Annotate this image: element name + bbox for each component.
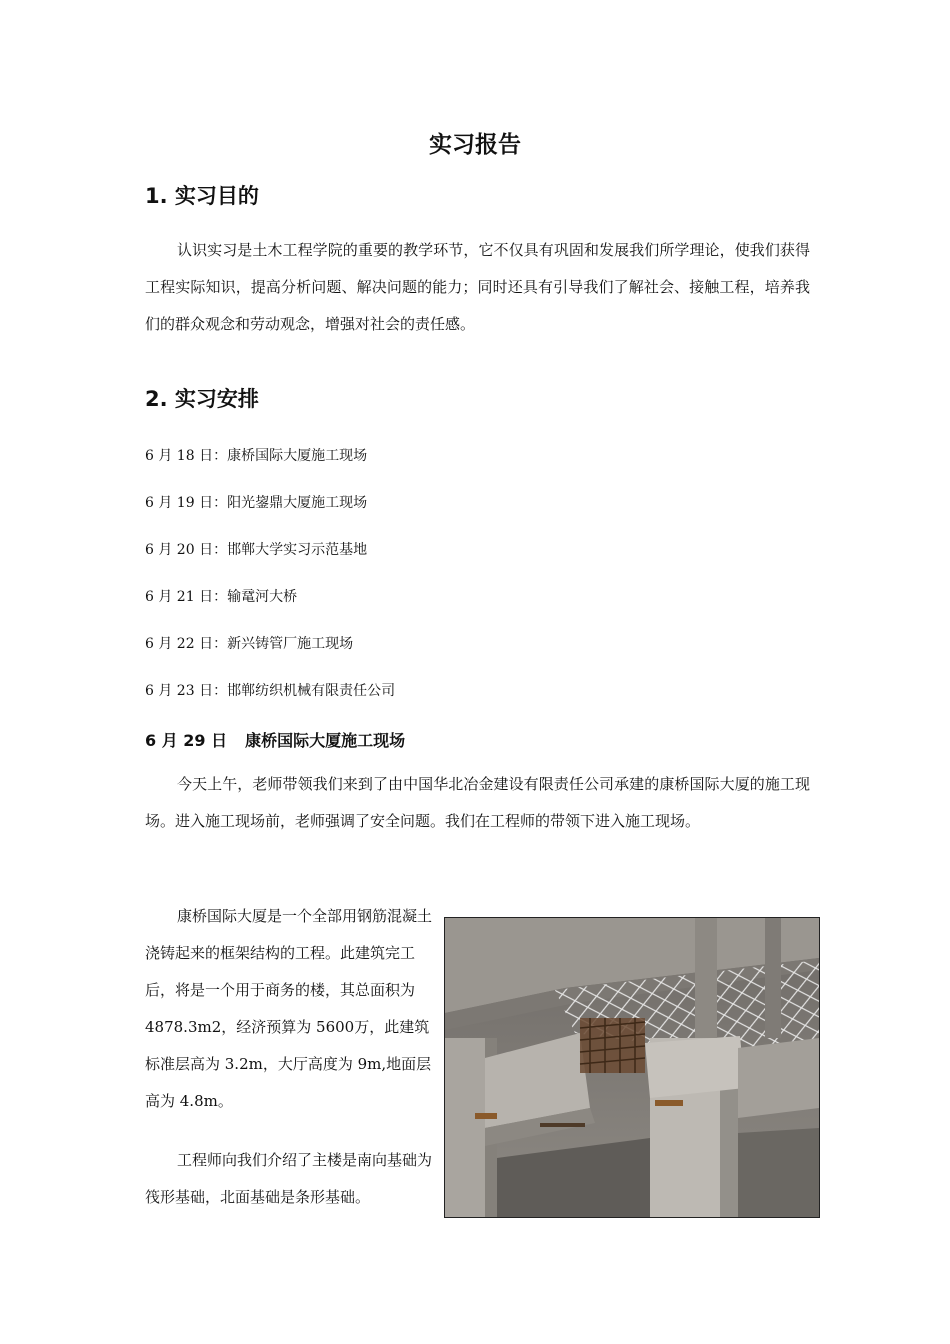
day-entry-paragraph-1: 今天上午，老师带领我们来到了由中国华北冶金建设有限责任公司承建的康桥国际大厦的施工现场。进入施工现场前，老师强调了安全问题。我们在工程师的带领下进入施工现场。: [145, 775, 810, 830]
schedule-item: 6 月 22 日：新兴铸管厂施工现场: [145, 636, 354, 652]
section-heading-purpose: 1. 实习目的: [145, 184, 259, 208]
day-entry-paragraph-2: 康桥国际大厦是一个全部用钢筋混凝土浇铸起来的框架结构的工程。此建筑完工后，将是一个用于商务的楼，其总面积为 4878.3m2，经济预算为 5600万，此建筑标准层高为 3.2m，大厅高度为 9m,地面层高为 4.8m。: [145, 907, 433, 1110]
schedule-item: 6 月 18 日：康桥国际大厦施工现场: [145, 448, 368, 464]
document-title: 实习报告: [429, 132, 521, 158]
day-entry-place: 康桥国际大厦施工现场: [245, 731, 406, 750]
schedule-item: 6 月 23 日：邯郸纺织机械有限责任公司: [145, 683, 396, 699]
construction-site-photo: [444, 917, 820, 1218]
day-entry-heading: [145, 728, 405, 751]
schedule-item: 6 月 19 日：阳光鋆鼎大厦施工现场: [145, 495, 368, 511]
schedule-item: 6 月 20 日：邯郸大学实习示范基地: [145, 542, 368, 558]
schedule-item: 6 月 21 日：输鼋河大桥: [145, 589, 298, 605]
day-entry-date: 6 月 29 日: [145, 731, 228, 750]
purpose-paragraph: 认识实习是土木工程学院的重要的教学环节，它不仅具有巩固和发展我们所学理论，使我们获得工程实际知识，提高分析问题、解决问题的能力；同时还具有引导我们了解社会、接触工程，培养我们的群众观念和劳动观念，增强对社会的责任感。: [145, 241, 810, 333]
section-heading-schedule: 2. 实习安排: [145, 387, 259, 411]
day-entry-paragraph-3: 工程师向我们介绍了主楼是南向基础为筏形基础，北面基础是条形基础。: [145, 1151, 433, 1206]
